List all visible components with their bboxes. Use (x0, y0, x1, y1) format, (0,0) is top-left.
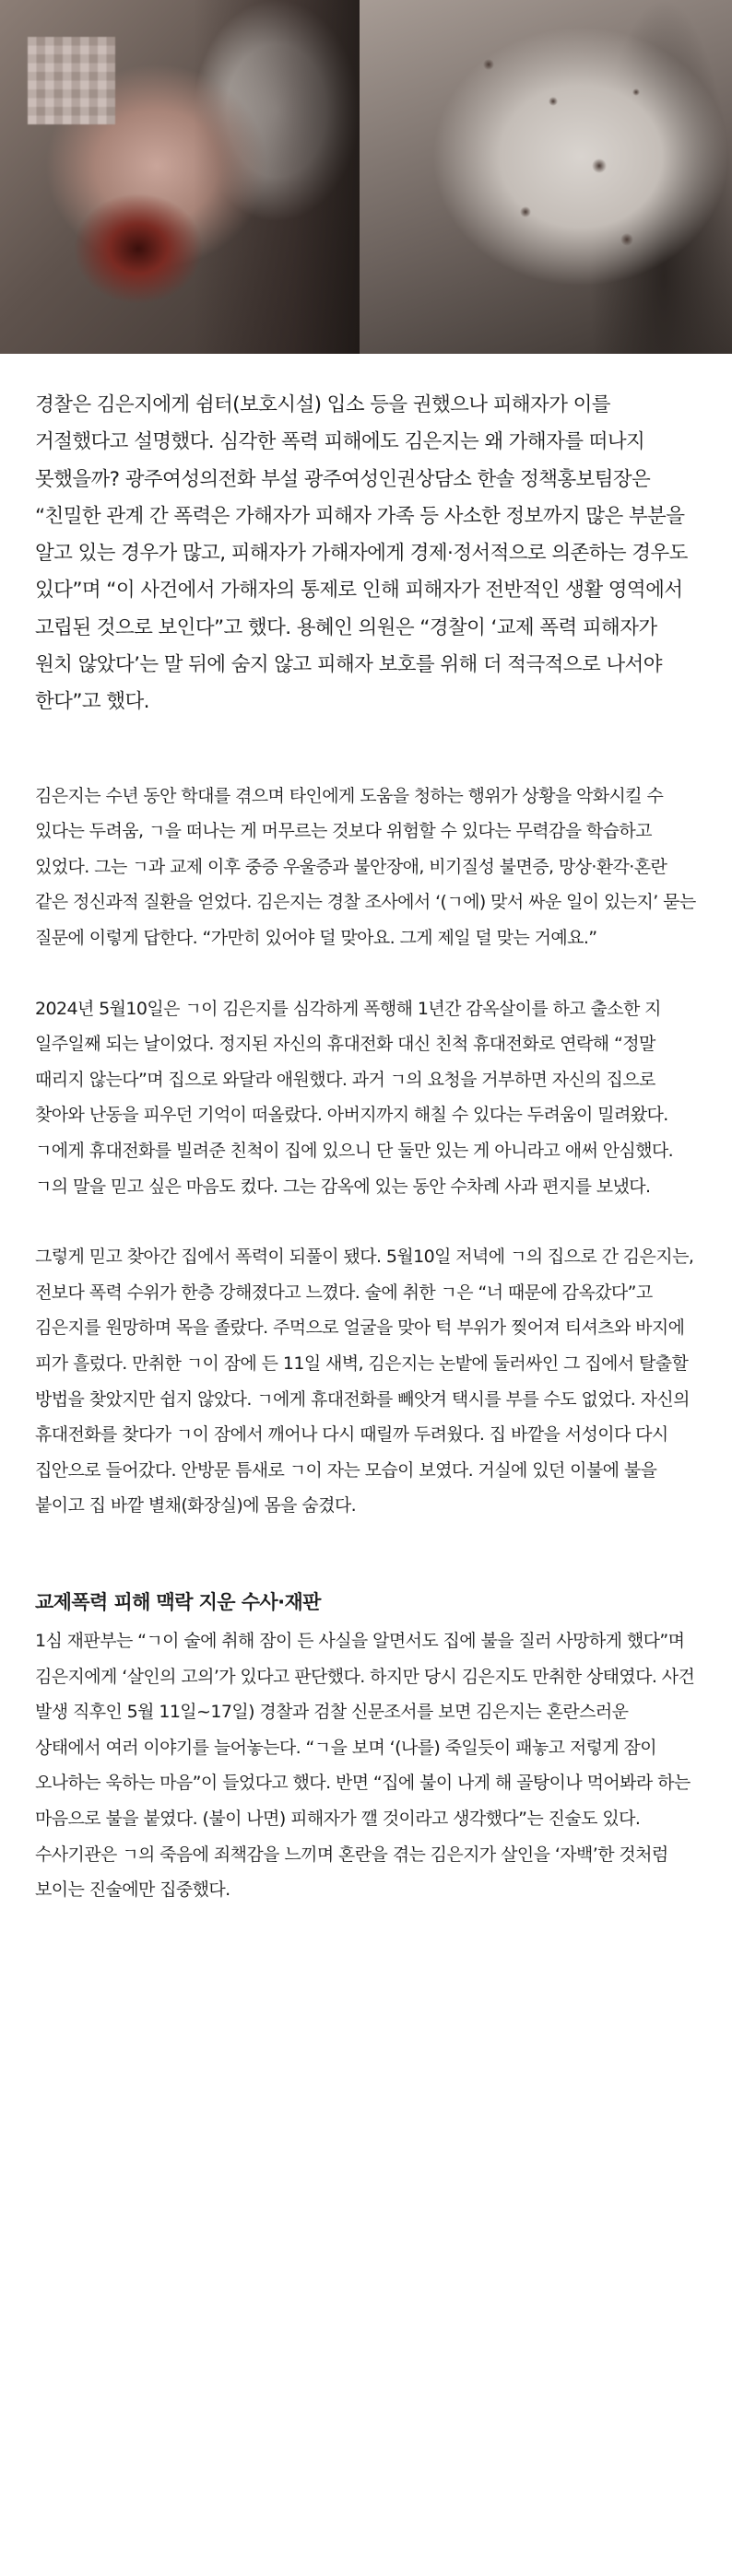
section-heading: 교제폭력 피해 맥락 지운 수사·재판 (35, 1590, 321, 1613)
bruised-body-photo (360, 0, 732, 354)
lead-paragraph: 경찰은 김은지에게 쉼터(보호시설) 입소 등을 권했으나 피해자가 이를 거절했다고 설명했다. 심각한 폭력 피해에도 김은지는 왜 가해자를 떠나지 못했을까? 광주여성의전화 부설 광주여성인권상담소 한솔 정책홍보팀장은 “친밀한 관계 간 폭력은 가해자가 피해자 가족 등 사소한 정보까지 많은 부분을 알고 있는 경우가 많고, 피해자가 가해자에게 경제·정서적으로 의존하는 경우도 있다”며 “이 사건에서 가해자의 통제로 인해 피해자가 전반적인 생활 영역에서 고립된 것으로 보인다”고 했다. 용혜인 의원은 “경찰이 ‘교제 폭력 피해자가 원치 않았다’는 말 뒤에 숨지 않고 피해자 보호를 위해 더 적극적으로 나서야 한다”고 했다. (35, 393, 688, 714)
article-body (35, 387, 697, 1908)
paragraph-1: 김은지는 수년 동안 학대를 겪으며 타인에게 도움을 청하는 행위가 상황을 악화시킬 수 있다는 두려움, ㄱ을 떠나는 게 머무르는 것보다 위험할 수 있다는 무력감을 학습하고 있었다. 그는 ㄱ과 교제 이후 중증 우울증과 불안장애, 비기질성 불면증, 망상·환각·혼란 같은 정신과적 질환을 얻었다. 김은지는 경찰 조사에서 ‘(ㄱ에) 맞서 싸운 일이 있는지’ 묻는 질문에 이렇게 답한다. “가만히 있어야 덜 맞아요. 그게 제일 덜 맞는 거예요.” (35, 785, 696, 949)
photo-shadow (194, 0, 360, 354)
bruise-marks (470, 37, 673, 276)
paragraph-3: 그렇게 믿고 찾아간 집에서 폭력이 되풀이 됐다. 5월10일 저녁에 ㄱ의 집으로 간 김은지는, 전보다 폭력 수위가 한층 강해졌다고 느꼈다. 술에 취한 ㄱ은 “너 때문에 감옥갔다”고 김은지를 원망하며 목을 졸랐다. 주먹으로 얼굴을 맞아 턱 부위가 찢어져 티셔츠와 바지에 피가 흘렀다. 만취한 ㄱ이 잠에 든 11일 새벽, 김은지는 논밭에 둘러싸인 그 집에서 탈출할 방법을 찾았지만 쉽지 않았다. ㄱ에게 휴대전화를 빼앗겨 택시를 부를 수도 없었다. 자신의 휴대전화를 찾다가 ㄱ이 잠에서 깨어나 다시 때릴까 두려웠다. 집 바깥을 서성이다 다시 집안으로 들어갔다. 안방문 틈새로 ㄱ이 자는 모습이 보였다. 거실에 있던 이불에 불을 붙이고 집 바깥 별채(화장실)에 몸을 숨겼다. (35, 1247, 694, 1516)
face-injury-photo (0, 0, 360, 354)
section-paragraph: 1심 재판부는 “ㄱ이 술에 취해 잠이 든 사실을 알면서도 집에 불을 질러 사망하게 했다”며 김은지에게 ‘살인의 고의’가 있다고 판단했다. 하지만 당시 김은지도 만취한 상태였다. 사건 발생 직후인 5월 11일~17일) 경찰과 검찰 신문조서를 보면 김은지는 혼란스러운 상태에서 여러 이야기를 늘어놓는다. “ㄱ을 보며 ‘(나를) 죽일듯이 패놓고 저렇게 잠이 오나하는 욱하는 마음”이 들었다고 했다. 반면 “집에 불이 나게 해 골탕이나 먹어봐라 하는 마음으로 불을 붙였다. (불이 나면) 피해자가 깰 것이라고 생각했다”는 진술도 있다. 수사기관은 ㄱ의 죽음에 죄책감을 느끼며 혼란을 겪는 김은지가 살인을 ‘자백’한 것처럼 보이는 진술에만 집중했다. (35, 1630, 695, 1901)
paragraph-2: 2024년 5월10일은 ㄱ이 김은지를 심각하게 폭행해 1년간 감옥살이를 하고 출소한 지 일주일째 되는 날이었다. 정지된 자신의 휴대전화 대신 친척 휴대전화로 연락해 “정말 때리지 않는다”며 집으로 와달라 애원했다. 과거 ㄱ의 요청을 거부하면 자신의 집으로 찾아와 난동을 피우던 기억이 떠올랐다. 아버지까지 해칠 수 있다는 두려움이 밀려왔다. ㄱ에게 휴대전화를 빌려준 친척이 집에 있으니 단 둘만 있는 게 아니라고 애써 안심했다. ㄱ의 말을 믿고 싶은 마음도 컸다. 그는 감옥에 있는 동안 수차례 사과 편지를 보냈다. (35, 998, 674, 1197)
victim-photos (0, 0, 732, 354)
mosaic-blur (28, 37, 115, 124)
